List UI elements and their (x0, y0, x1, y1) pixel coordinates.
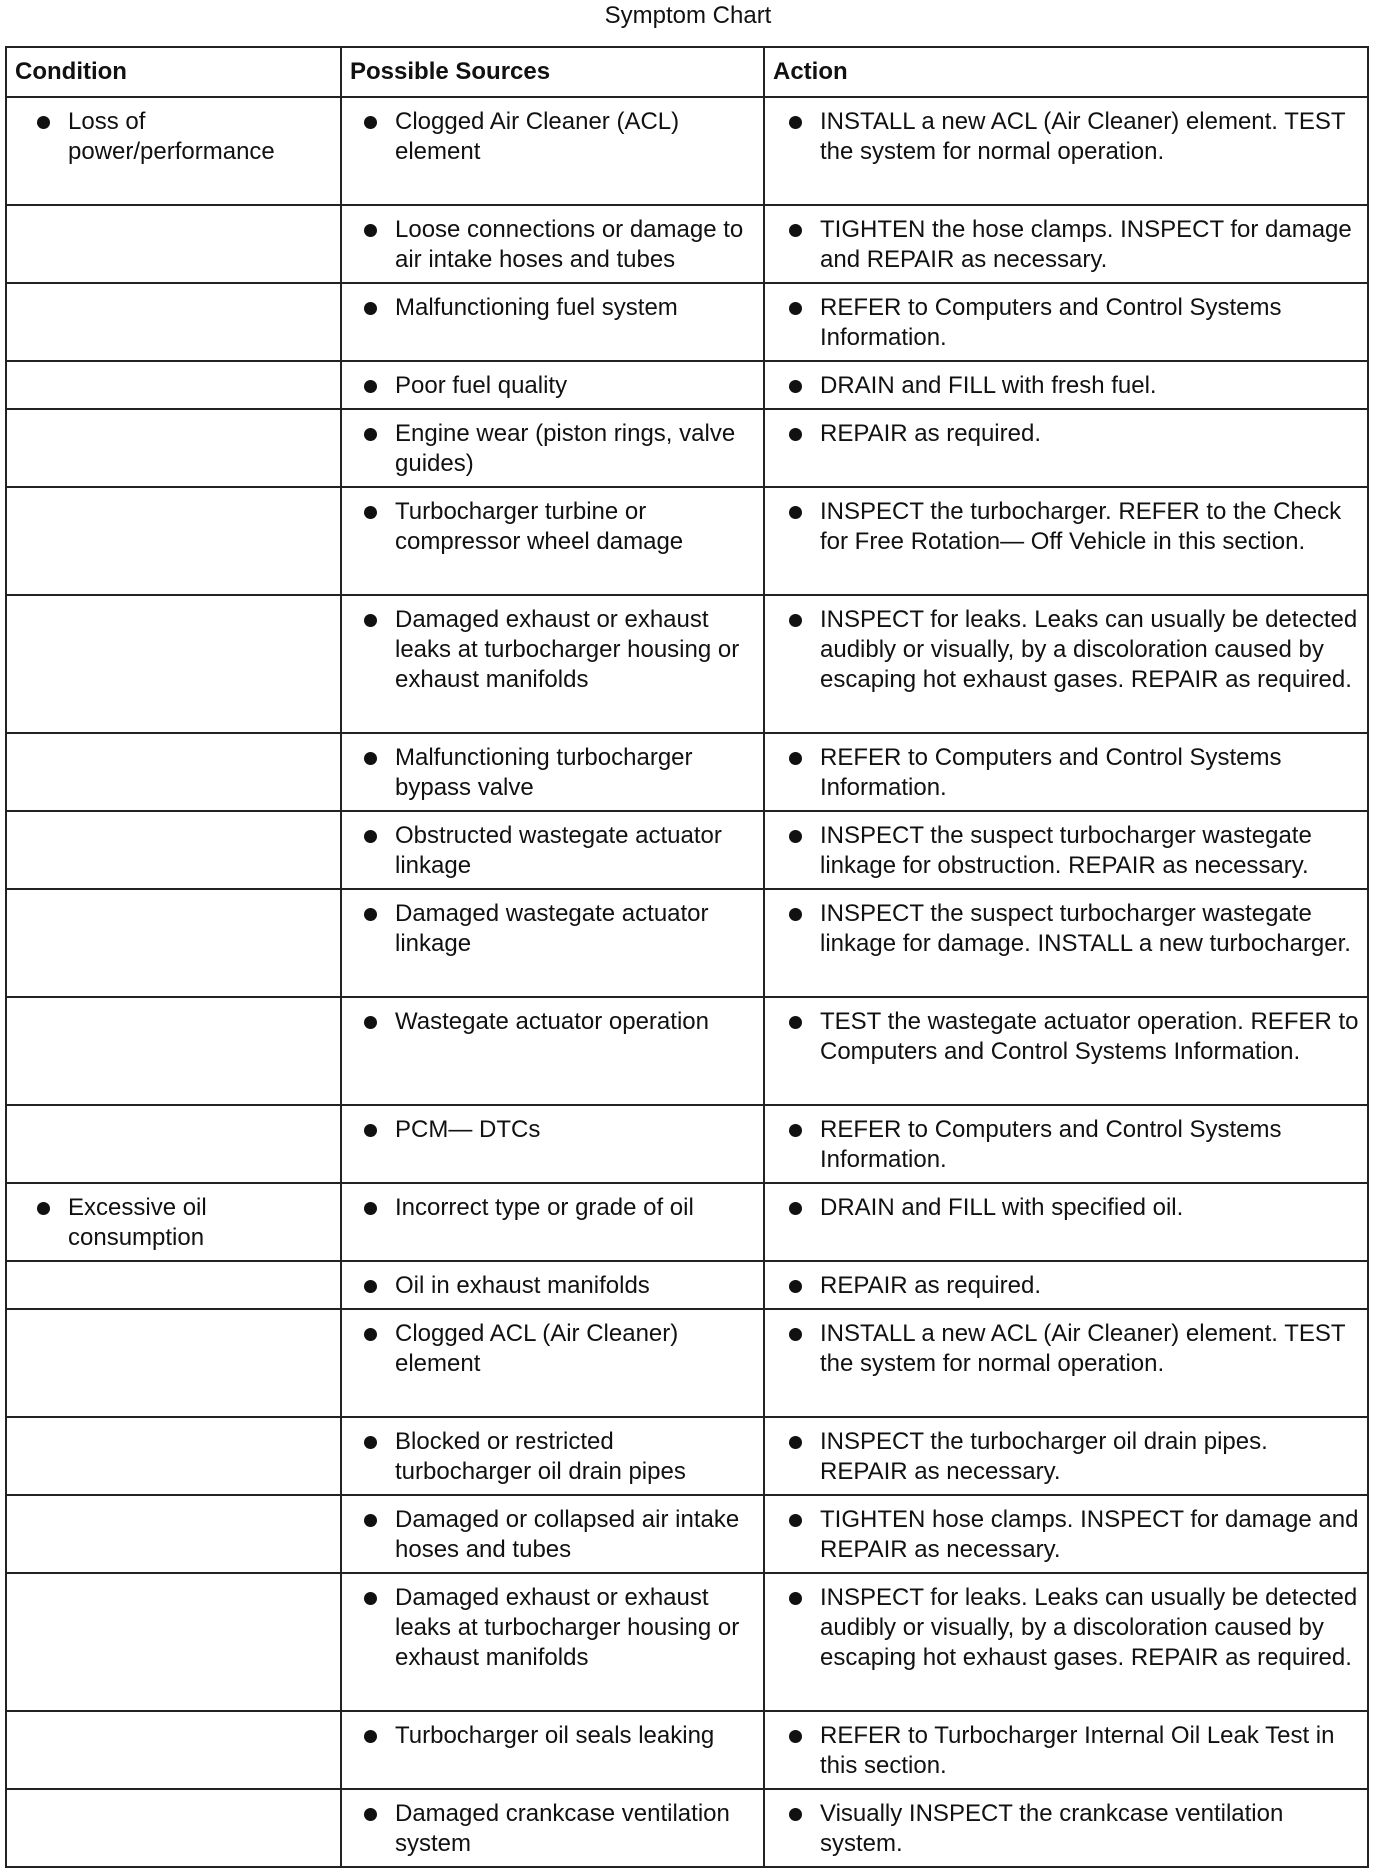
action-cell (764, 1495, 1368, 1573)
action-cell-text: INSTALL a new ACL (Air Cleaner) element. TEST the system for normal operation. (820, 108, 1346, 165)
bullet-icon (789, 1436, 802, 1449)
possible-source-cell (341, 409, 764, 487)
possible-source-cell-text: Clogged ACL (Air Cleaner) element (395, 1320, 679, 1377)
action-cell (764, 409, 1368, 487)
table-row (6, 1789, 1368, 1867)
action-cell (764, 97, 1368, 205)
table-row (6, 1183, 1368, 1261)
bullet-icon (364, 1730, 377, 1743)
table-row (6, 1495, 1368, 1573)
action-cell (764, 283, 1368, 361)
action-cell (764, 1183, 1368, 1261)
table-row (6, 361, 1368, 409)
header-possible-sources: Possible Sources (341, 47, 764, 97)
action-cell (764, 1573, 1368, 1711)
action-cell-text: REFER to Computers and Control Systems Information. (820, 1116, 1282, 1173)
bullet-icon (364, 752, 377, 765)
action-cell-text: INSPECT the turbocharger. REFER to the Check for Free Rotation— Off Vehicle in this section. (820, 498, 1342, 555)
action-cell-text: REFER to Turbocharger Internal Oil Leak Test in this section. (820, 1722, 1335, 1779)
condition-cell (6, 1789, 341, 1867)
possible-source-cell (341, 361, 764, 409)
action-cell (764, 1711, 1368, 1789)
table-row (6, 1309, 1368, 1417)
condition-cell (6, 283, 341, 361)
condition-cell (6, 1417, 341, 1495)
bullet-icon (789, 116, 802, 129)
action-cell-text: REPAIR as required. (820, 1272, 1041, 1299)
action-cell-text: INSPECT for leaks. Leaks can usually be detected audibly or visually, by a discoloration caused by escaping hot exhaust gases. REPAIR as required. (820, 1584, 1358, 1671)
table-row (6, 1417, 1368, 1495)
condition-cell (6, 1711, 341, 1789)
bullet-icon (364, 1202, 377, 1215)
possible-source-cell (341, 1105, 764, 1183)
action-cell-text: REFER to Computers and Control Systems Information. (820, 744, 1282, 801)
action-cell (764, 1261, 1368, 1309)
bullet-icon (364, 506, 377, 519)
action-cell-text: TIGHTEN hose clamps. INSPECT for damage and REPAIR as necessary. (820, 1506, 1359, 1563)
possible-source-cell-text: Blocked or restricted turbocharger oil drain pipes (395, 1428, 686, 1485)
bullet-icon (789, 1730, 802, 1743)
table-row (6, 1573, 1368, 1711)
condition-cell (6, 97, 341, 205)
possible-source-cell-text: PCM— DTCs (395, 1116, 541, 1143)
possible-source-cell-text: Incorrect type or grade of oil (395, 1194, 694, 1221)
action-cell-text: REFER to Computers and Control Systems Information. (820, 294, 1282, 351)
possible-source-cell-text: Clogged Air Cleaner (ACL) element (395, 108, 680, 165)
action-cell-text: REPAIR as required. (820, 420, 1041, 447)
bullet-icon (364, 116, 377, 129)
condition-cell (6, 889, 341, 997)
header-action: Action (764, 47, 1368, 97)
possible-source-cell (341, 1789, 764, 1867)
possible-source-cell-text: Engine wear (piston rings, valve guides) (395, 420, 736, 477)
action-cell (764, 889, 1368, 997)
possible-source-cell-text: Wastegate actuator operation (395, 1008, 709, 1035)
table-row (6, 97, 1368, 205)
bullet-icon (789, 506, 802, 519)
possible-source-cell (341, 97, 764, 205)
action-cell (764, 1417, 1368, 1495)
action-cell-text: INSPECT the suspect turbocharger wastegate linkage for obstruction. REPAIR as necessary. (820, 822, 1312, 879)
possible-source-cell (341, 595, 764, 733)
bullet-icon (789, 1514, 802, 1527)
possible-source-cell (341, 1573, 764, 1711)
bullet-icon (789, 1592, 802, 1605)
table-row (6, 733, 1368, 811)
bullet-icon (364, 224, 377, 237)
header-row (6, 47, 1368, 97)
bullet-icon (364, 830, 377, 843)
possible-source-cell (341, 1495, 764, 1573)
table-row (6, 1105, 1368, 1183)
bullet-icon (789, 1016, 802, 1029)
bullet-icon (364, 1436, 377, 1449)
possible-source-cell (341, 1309, 764, 1417)
action-cell-text: INSPECT the suspect turbocharger wastegate linkage for damage. INSTALL a new turbocharger. (820, 900, 1351, 957)
action-cell-text: TEST the wastegate actuator operation. REFER to Computers and Control Systems Information. (820, 1008, 1359, 1065)
possible-source-cell-text: Damaged crankcase ventilation system (395, 1800, 730, 1857)
condition-cell (6, 1105, 341, 1183)
possible-source-cell-text: Damaged or collapsed air intake hoses and tubes (395, 1506, 740, 1563)
possible-source-cell-text: Turbocharger turbine or compressor wheel damage (395, 498, 684, 555)
action-cell (764, 205, 1368, 283)
bullet-icon (364, 1016, 377, 1029)
bullet-icon (789, 1280, 802, 1293)
possible-source-cell (341, 205, 764, 283)
bullet-icon (789, 1124, 802, 1137)
bullet-icon (789, 752, 802, 765)
bullet-icon (789, 830, 802, 843)
possible-source-cell (341, 1183, 764, 1261)
possible-source-cell-text: Loose connections or damage to air intake hoses and tubes (395, 216, 744, 273)
table-row (6, 409, 1368, 487)
condition-cell (6, 487, 341, 595)
bullet-icon (789, 428, 802, 441)
condition-cell (6, 811, 341, 889)
condition-cell (6, 1573, 341, 1711)
action-cell-text: INSPECT the turbocharger oil drain pipes. REPAIR as necessary. (820, 1428, 1268, 1485)
possible-source-cell (341, 1261, 764, 1309)
condition-cell (6, 409, 341, 487)
possible-source-cell-text: Oil in exhaust manifolds (395, 1272, 650, 1299)
bullet-icon (789, 908, 802, 921)
possible-source-cell-text: Malfunctioning turbocharger bypass valve (395, 744, 693, 801)
bullet-icon (37, 116, 50, 129)
possible-source-cell (341, 733, 764, 811)
condition-cell-text: Loss of power/performance (68, 108, 275, 165)
bullet-icon (37, 1202, 50, 1215)
bullet-icon (364, 1592, 377, 1605)
table-row (6, 595, 1368, 733)
possible-source-cell (341, 1711, 764, 1789)
action-cell (764, 1105, 1368, 1183)
table-row (6, 1261, 1368, 1309)
condition-cell (6, 997, 341, 1105)
possible-source-cell-text: Damaged wastegate actuator linkage (395, 900, 709, 957)
bullet-icon (364, 428, 377, 441)
action-cell (764, 811, 1368, 889)
bullet-icon (364, 1514, 377, 1527)
bullet-icon (364, 1280, 377, 1293)
bullet-icon (789, 224, 802, 237)
bullet-icon (364, 302, 377, 315)
possible-source-cell-text: Damaged exhaust or exhaust leaks at turbocharger housing or exhaust manifolds (395, 1584, 740, 1671)
action-cell-text: INSTALL a new ACL (Air Cleaner) element. TEST the system for normal operation. (820, 1320, 1346, 1377)
bullet-icon (364, 614, 377, 627)
bullet-icon (789, 614, 802, 627)
table-row (6, 1711, 1368, 1789)
condition-cell-text: Excessive oil consumption (68, 1194, 207, 1251)
possible-source-cell (341, 1417, 764, 1495)
possible-source-cell-text: Obstructed wastegate actuator linkage (395, 822, 722, 879)
condition-cell (6, 1261, 341, 1309)
possible-source-cell-text: Turbocharger oil seals leaking (395, 1722, 715, 1749)
possible-source-cell (341, 283, 764, 361)
action-cell-text: DRAIN and FILL with specified oil. (820, 1194, 1184, 1221)
possible-source-cell-text: Damaged exhaust or exhaust leaks at turbocharger housing or exhaust manifolds (395, 606, 740, 693)
chart-title: Symptom Chart (604, 2, 772, 29)
bullet-icon (789, 1202, 802, 1215)
possible-source-cell (341, 487, 764, 595)
possible-source-cell (341, 997, 764, 1105)
bullet-icon (364, 1808, 377, 1821)
table-row (6, 205, 1368, 283)
condition-cell (6, 595, 341, 733)
possible-source-cell (341, 889, 764, 997)
action-cell-text: Visually INSPECT the crankcase ventilation system. (820, 1800, 1284, 1857)
possible-source-cell-text: Malfunctioning fuel system (395, 294, 678, 321)
table-row (6, 283, 1368, 361)
action-cell (764, 361, 1368, 409)
condition-cell (6, 1495, 341, 1573)
table-body (6, 97, 1368, 1867)
possible-source-cell-text: Poor fuel quality (395, 372, 568, 399)
bullet-icon (364, 1124, 377, 1137)
bullet-icon (789, 1328, 802, 1341)
table-row (6, 889, 1368, 997)
action-cell (764, 733, 1368, 811)
table-row (6, 487, 1368, 595)
bullet-icon (364, 1328, 377, 1341)
action-cell-text: INSPECT for leaks. Leaks can usually be detected audibly or visually, by a discoloration caused by escaping hot exhaust gases. REPAIR as required. (820, 606, 1358, 693)
action-cell (764, 1789, 1368, 1867)
condition-cell (6, 361, 341, 409)
action-cell (764, 997, 1368, 1105)
condition-cell (6, 1309, 341, 1417)
action-cell-text: DRAIN and FILL with fresh fuel. (820, 372, 1157, 399)
action-cell-text: TIGHTEN the hose clamps. INSPECT for damage and REPAIR as necessary. (820, 216, 1352, 273)
action-cell (764, 595, 1368, 733)
bullet-icon (789, 302, 802, 315)
bullet-icon (789, 1808, 802, 1821)
condition-cell (6, 205, 341, 283)
action-cell (764, 1309, 1368, 1417)
header-condition: Condition (6, 47, 341, 97)
possible-source-cell (341, 811, 764, 889)
condition-cell (6, 1183, 341, 1261)
condition-cell (6, 733, 341, 811)
bullet-icon (364, 908, 377, 921)
table-row (6, 997, 1368, 1105)
action-cell (764, 487, 1368, 595)
symptom-table (5, 46, 1369, 1868)
bullet-icon (789, 380, 802, 393)
bullet-icon (364, 380, 377, 393)
table-row (6, 811, 1368, 889)
